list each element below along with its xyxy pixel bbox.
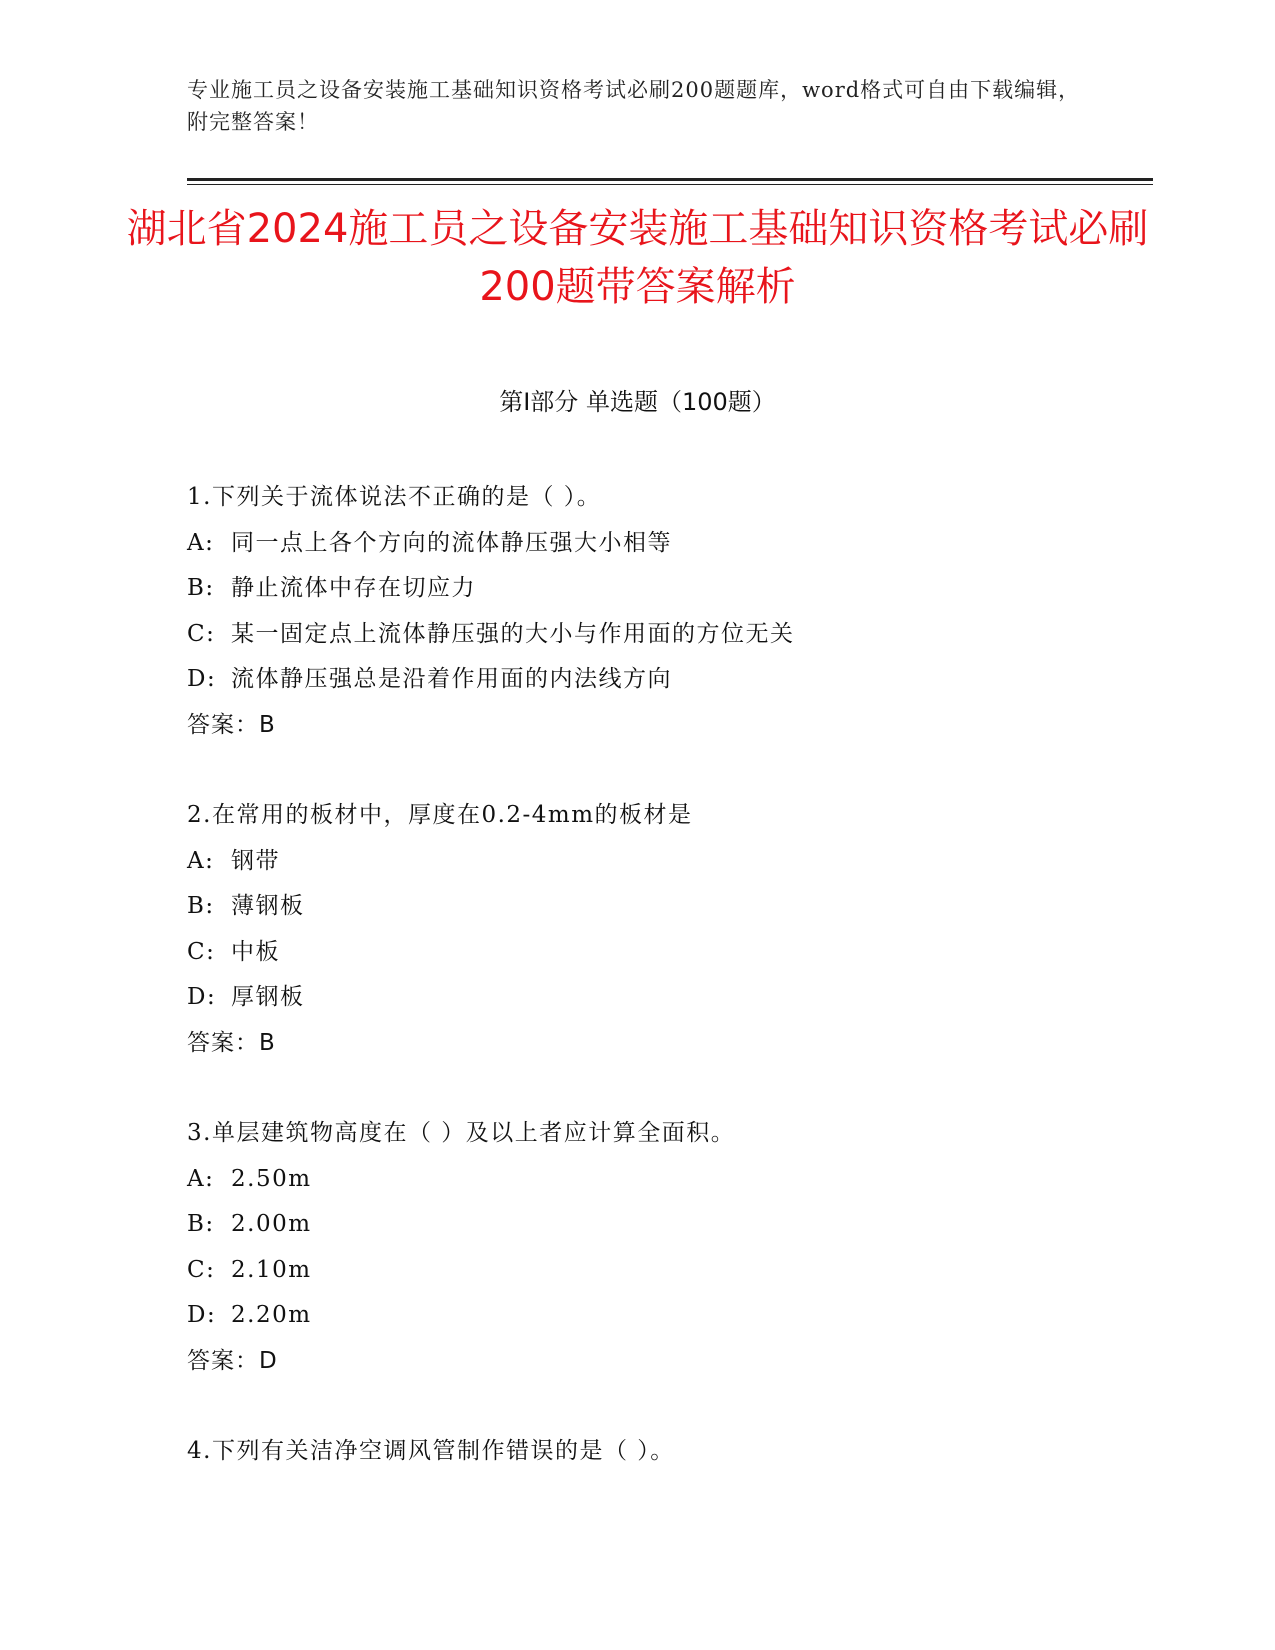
header-divider-thin xyxy=(187,184,1153,185)
option-letter: B: xyxy=(187,1211,215,1237)
option-letter: C: xyxy=(187,620,216,647)
option-text: 2.20m xyxy=(231,1302,312,1328)
option-c xyxy=(187,612,1153,658)
question-stem: 2.在常用的板材中，厚度在0.2-4mm的板材是 xyxy=(187,802,693,828)
option-letter: D: xyxy=(187,984,217,1010)
option-d xyxy=(187,1293,1153,1339)
option-letter: D: xyxy=(187,1302,217,1328)
option-text: 厚钢板 xyxy=(231,984,305,1010)
answer-line xyxy=(187,1021,1153,1067)
answer-value: D xyxy=(259,1347,278,1374)
option-letter: B: xyxy=(187,893,215,919)
question-3 xyxy=(187,1111,1153,1384)
option-text: 2.00m xyxy=(231,1211,312,1237)
option-letter: A: xyxy=(187,529,215,556)
answer-value: B xyxy=(259,711,276,738)
option-text: 钢带 xyxy=(231,847,280,874)
option-letter: B: xyxy=(187,575,215,601)
answer-prefix: 答案： xyxy=(187,711,259,738)
option-letter: A: xyxy=(187,847,215,874)
section-title: 第Ⅰ部分 单选题（100题） xyxy=(499,388,776,416)
option-letter: C: xyxy=(187,938,216,965)
question-stem: 3.单层建筑物高度在（ ）及以上者应计算全面积。 xyxy=(187,1120,736,1146)
option-text: 2.50m xyxy=(231,1165,312,1192)
option-text: 某一固定点上流体静压强的大小与作用面的方位无关 xyxy=(231,620,795,647)
question-stem: 1.下列关于流体说法不正确的是（ ）。 xyxy=(187,484,602,510)
answer-prefix: 答案： xyxy=(187,1347,259,1374)
question-stem: 4.下列有关洁净空调风管制作错误的是（ ）。 xyxy=(187,1438,675,1464)
option-letter: A: xyxy=(187,1165,215,1192)
option-text: 静止流体中存在切应力 xyxy=(231,575,476,601)
option-text: 薄钢板 xyxy=(231,893,305,919)
option-b xyxy=(187,566,1153,612)
answer-line xyxy=(187,703,1153,749)
option-c xyxy=(187,930,1153,976)
document-title: 湖北省2024施工员之设备安装施工基础知识资格考试必刷200题带答案解析 xyxy=(126,206,1149,310)
option-b xyxy=(187,884,1153,930)
option-text: 2.10m xyxy=(231,1256,312,1283)
option-text: 同一点上各个方向的流体静压强大小相等 xyxy=(231,529,672,556)
option-text: 中板 xyxy=(231,938,280,965)
option-letter: C: xyxy=(187,1256,216,1283)
option-a xyxy=(187,839,1153,885)
header-divider-thick xyxy=(187,178,1153,181)
option-b xyxy=(187,1202,1153,1248)
option-d xyxy=(187,975,1153,1021)
question-4 xyxy=(187,1429,1153,1475)
option-c xyxy=(187,1248,1153,1294)
option-letter: D: xyxy=(187,666,217,692)
option-d xyxy=(187,657,1153,703)
answer-line xyxy=(187,1339,1153,1385)
option-a xyxy=(187,1157,1153,1203)
header-note: 专业施工员之设备安装施工基础知识资格考试必刷200题题库，word格式可自由下载编辑，附完整答案！ xyxy=(187,78,1081,134)
answer-value: B xyxy=(259,1029,276,1056)
question-1 xyxy=(187,475,1153,748)
option-a xyxy=(187,521,1153,567)
question-2 xyxy=(187,793,1153,1066)
answer-prefix: 答案： xyxy=(187,1029,259,1056)
option-text: 流体静压强总是沿着作用面的内法线方向 xyxy=(231,666,672,692)
question-list xyxy=(187,475,1153,1520)
